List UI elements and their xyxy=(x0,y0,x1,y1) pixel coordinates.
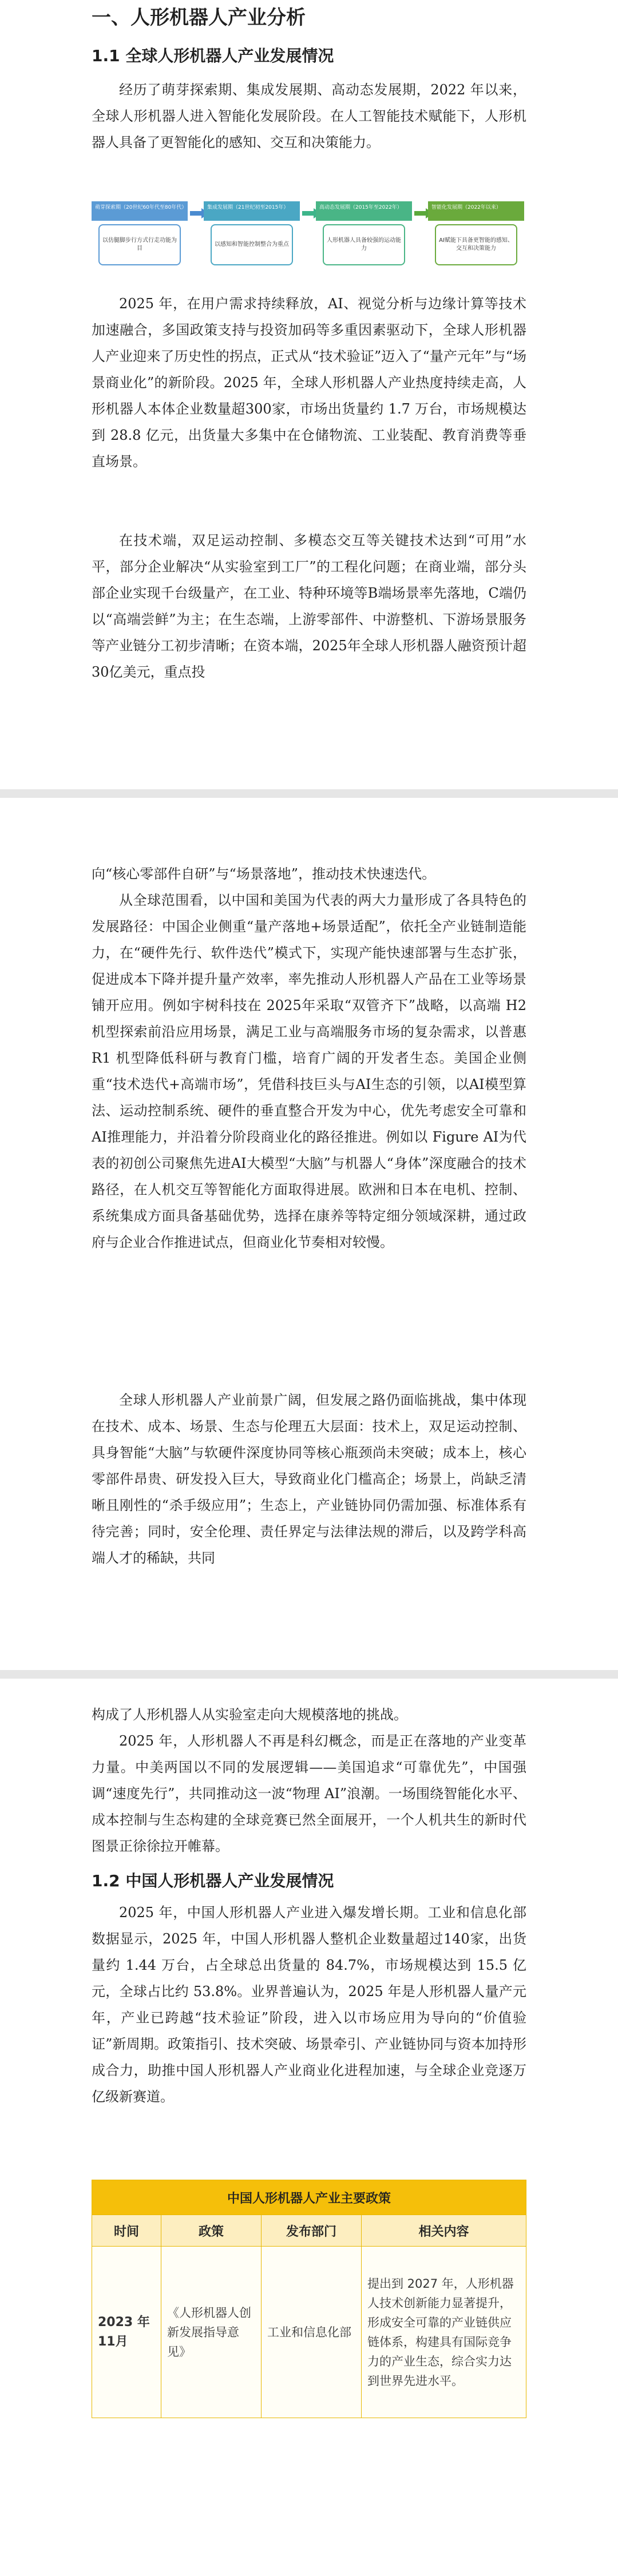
paragraph: 构成了人形机器人从实验室走向大规模落地的挑战。 xyxy=(92,1707,407,1723)
subsection-heading-1-2: 1.2 中国人形机器人产业发展情况 xyxy=(92,1871,334,1890)
paragraph: 2025 年，在用户需求持续释放，AI、视觉分析与边缘计算等技术加速融合，多国政策支持与投资加码等多重因素驱动下，全球人形机器人产业迎来了历史性的拐点，正式从“技术验证”迈入了“量产元年”与“场景商业化”的新阶段。2025 年，全球人形机器人产业热度持续走高，人形机器人本体企业数量超300家，市场出货量约 1.7 万台，市场规模达到 28.8 亿元，出货量大多集中在仓储物流、工业装配、教育消费等垂直场景。 xyxy=(92,296,526,470)
stage-1-header: 萌芽探索期（20世纪60年代至80年代） xyxy=(92,201,188,221)
table-header-time: 时间 xyxy=(92,2215,161,2247)
stage-4-body: AI赋能下具备更智能的感知、交互和决策能力 xyxy=(435,224,517,265)
stage-2-header: 集成发展期（21世纪初至2015年） xyxy=(204,201,300,221)
stage-4-header: 智能化发展期（2022年以来） xyxy=(428,201,524,221)
table-cell-content: 提出到 2027 年，人形机器人技术创新能力显著提升，形成安全可靠的产业链供应链体系，构建具有国际竞争力的产业生态，综合实力达到世界先进水平。 xyxy=(362,2247,526,2418)
document-page-2 xyxy=(0,798,618,1670)
stage-3-header: 高动态发展期（2015年至2022年） xyxy=(316,201,412,221)
stage-2-body: 以感知和智能控制整合为重点 xyxy=(211,224,293,265)
stage-2 xyxy=(204,201,300,270)
table-cell-department: 工业和信息化部 xyxy=(262,2247,362,2418)
table-title: 中国人形机器人产业主要政策 xyxy=(92,2180,526,2215)
stage-4 xyxy=(428,201,524,270)
paragraph: 在技术端，双足运动控制、多模态交互等关键技术达到“可用”水平，部分企业解决“从实验室到工厂”的工程化问题；在商业端，部分头部企业实现千台级量产，在工业、特种环境等B端场景率先落地，C端仍以“高端尝鲜”为主；在生态端，上游零部件、中游整机、下游场景服务等产业链分工初步清晰；在资本端，2025年全球人形机器人融资预计超30亿美元，重点投 xyxy=(92,532,526,680)
document-page-1 xyxy=(0,0,618,789)
section-heading: 一、人形机器人产业分析 xyxy=(92,6,306,29)
table-cell-policy: 《人形机器人创新发展指导意见》 xyxy=(161,2247,262,2418)
stage-1 xyxy=(92,201,188,270)
paragraph: 全球人形机器人产业前景广阔，但发展之路仍面临挑战，集中体现在技术、成本、场景、生态与伦理五大层面：技术上，双足运动控制、具身智能“大脑”与软硬件深度协同等核心瓶颈尚未突破；成本上，核心零部件昂贵、研发投入巨大，导致商业化门槛高企；场景上，尚缺乏清晰且刚性的“杀手级应用”；生态上，产业链协同仍需加强、标准体系有待完善；同时，安全伦理、责任界定与法律法规的滞后，以及跨学科高端人才的稀缺，共同 xyxy=(92,1392,526,1566)
stage-1-body: 以仿腿脚步行方式行走功能为目 xyxy=(98,224,181,265)
table-header-policy: 政策 xyxy=(161,2215,262,2247)
stage-3-body: 人形机器人具备较强的运动能力 xyxy=(323,224,405,265)
development-stages-diagram xyxy=(92,201,526,270)
table-cell-time: 2023 年11月 xyxy=(92,2247,161,2418)
document-page-3 xyxy=(0,1679,618,2576)
policy-table xyxy=(92,2180,526,2418)
stage-3 xyxy=(316,201,412,270)
table-header-department: 发布部门 xyxy=(262,2215,362,2247)
paragraph: 2025 年，中国人形机器人产业进入爆发增长期。工业和信息化部数据显示，2025 年，中国人形机器人整机企业数量超过140家，出货量约 1.44 万台，占全球总出货量的 84.7%，市场规模达到 15.5 亿元，全球占比约 53.8%。业界普遍认为，2025 年是人形机器人量产元年，产业已跨越“技术验证”阶段，进入以市场应用为导向的“价值验证”新周期。政策指引、技术突破、场景牵引、产业链协同与资本加持形成合力，助推中国人形机器人产业商业化进程加速，与全球企业竞逐万亿级新赛道。 xyxy=(92,1905,526,2105)
table-header-content: 相关内容 xyxy=(362,2215,526,2247)
table-row xyxy=(92,2247,526,2418)
paragraph: 从全球范围看，以中国和美国为代表的两大力量形成了各具特色的发展路径：中国企业侧重“量产落地+场景适配”，依托全产业链制造能力，在“硬件先行、软件迭代”模式下，实现产能快速部署与生态扩张，促进成本下降并提升量产效率，率先推动人形机器人产品在工业等场景铺开应用。例如宇树科技在 2025年采取“双管齐下”战略，以高端 H2 机型探索前沿应用场景，满足工业与高端服务市场的复杂需求，以普惠 R1 机型降低科研与教育门槛，培育广阔的开发者生态。美国企业侧重“技术迭代+高端市场”，凭借科技巨头与AI生态的引领，以AI模型算法、运动控制系统、硬件的垂直整合开发为中心，优先考虑安全可靠和AI推理能力，并沿着分阶段商业化的路径推进。例如以 Figure AI为代表的初创公司聚焦先进AI大模型“大脑”与机器人“身体”深度融合的技术路径，在人机交互等智能化方面取得进展。欧洲和日本在电机、控制、系统集成方面具备基础优势，选择在康养等特定细分领域深耕，通过政府与企业合作推进试点，但商业化节奏相对较慢。 xyxy=(92,892,526,1250)
paragraph: 2025 年，人形机器人不再是科幻概念，而是正在落地的产业变革力量。中美两国以不同的发展逻辑——美国追求“可靠优先”，中国强调“速度先行”，共同推动这一波“物理 AI”浪潮。一场围绕智能化水平、成本控制与生态构建的全球竞赛已然全面展开，一个人机共生的新时代图景正徐徐拉开帷幕。 xyxy=(92,1733,526,1854)
paragraph: 经历了萌芽探索期、集成发展期、高动态发展期，2022 年以来，全球人形机器人进入智能化发展阶段。在人工智能技术赋能下，人形机器人具备了更智能化的感知、交互和决策能力。 xyxy=(92,82,526,150)
paragraph: 向“核心零部件自研”与“场景落地”，推动技术快速迭代。 xyxy=(92,866,436,882)
subsection-heading-1-1: 1.1 全球人形机器人产业发展情况 xyxy=(92,46,334,65)
